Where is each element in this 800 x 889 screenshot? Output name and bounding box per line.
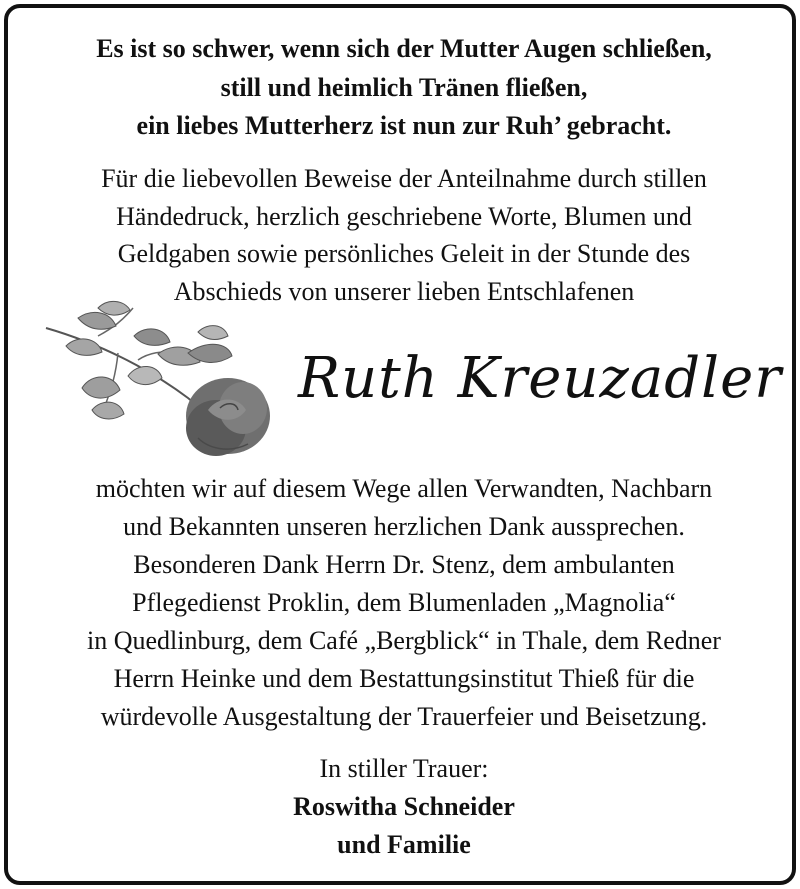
verse-line: still und heimlich Tränen fließen, [220,72,588,102]
deceased-name: Ruth Kreuzadler [298,346,782,411]
verse-line: Es ist so schwer, wenn sich der Mutter Augen schließen, [96,34,712,63]
signatory-name: Roswitha Schneider [293,792,515,821]
rose-icon [38,298,298,473]
thanks-line: möchten wir auf diesem Wege allen Verwandten, Nachbarn [95,474,713,503]
thanks-line: Besonderen Dank Herrn Dr. Stenz, dem ambulanten [133,550,675,579]
closing-phrase: In stiller Trauer: [319,754,489,783]
intro-line: Händedruck, herzlich geschriebene Worte, Blumen und [116,201,692,231]
intro-line: Geldgaben sowie persönliches Geleit in der Stunde des [117,239,691,268]
memorial-verse [8,30,800,146]
thanks-line: Herrn Heinke und dem Bestattungsinstitut Thieß für die [113,664,695,693]
closing-block [8,750,800,864]
intro-line: Für die liebevollen Beweise der Anteilnahme durch stillen [101,164,707,193]
thanks-paragraph [8,470,800,736]
thanks-line: und Bekannten unseren herzlichen Dank aussprechen. [123,512,685,541]
thanks-line: Pflegedienst Proklin, dem Blumenladen „Magnolia“ [132,588,676,617]
intro-paragraph [8,160,800,310]
thanks-line: würdevolle Ausgestaltung der Trauerfeier und Beisetzung. [100,702,708,731]
intro-line: Abschieds von unserer lieben Entschlafenen [173,276,635,306]
thanks-line: in Quedlinburg, dem Café „Bergblick“ in Thale, dem Redner [87,626,721,655]
family-line: und Familie [337,830,471,859]
verse-line: ein liebes Mutterherz ist nun zur Ruh’ gebracht. [136,111,672,140]
obituary-notice-frame [4,4,796,885]
